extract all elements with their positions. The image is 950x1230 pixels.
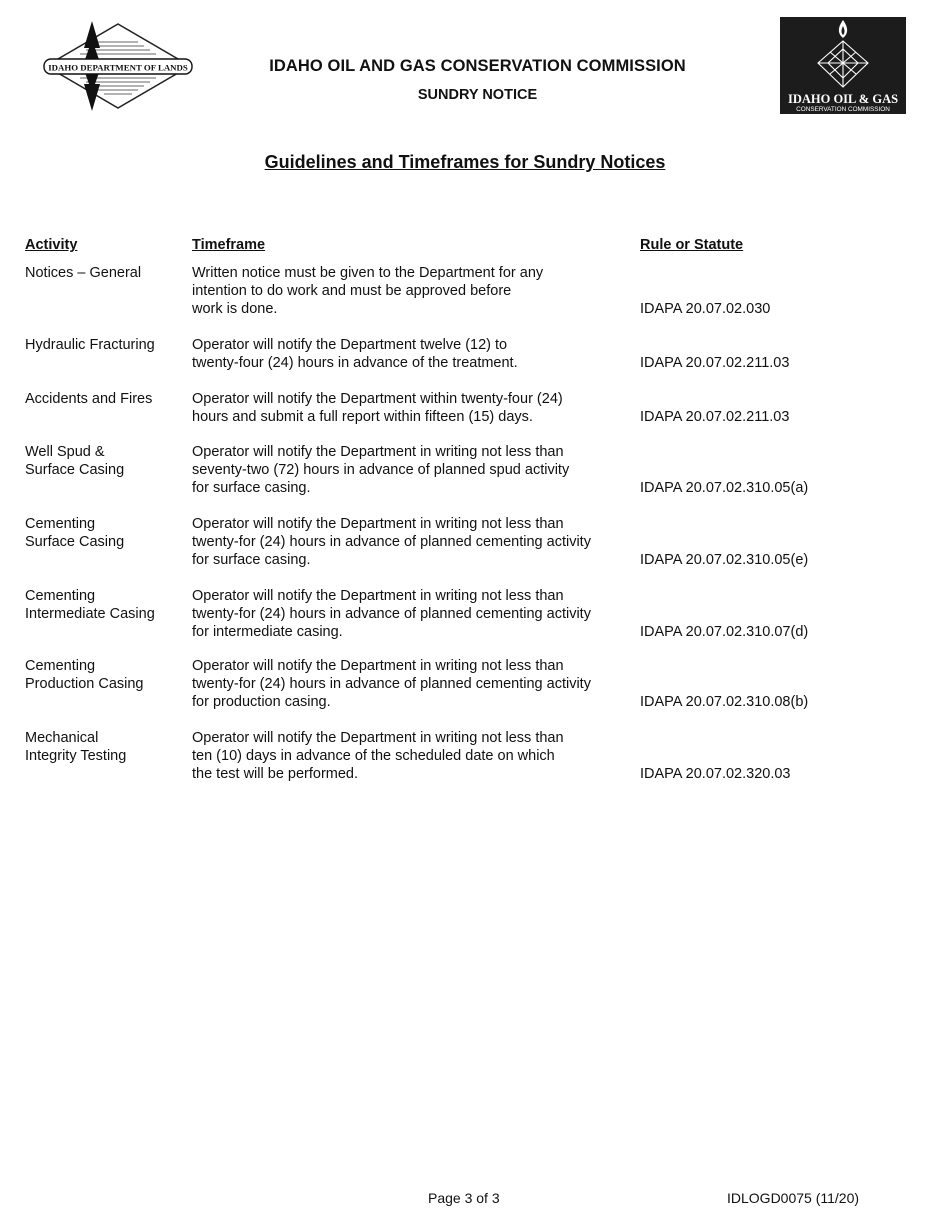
timeframe-line: twenty-four (24) hours in advance of the treatment. [192, 355, 518, 371]
timeframe-line: Operator will notify the Department in writing not less than [192, 658, 564, 674]
activity-cell [25, 390, 185, 408]
timeframe-cell [192, 336, 632, 372]
timeframe-cell [192, 443, 632, 497]
rule-cell: IDAPA 20.07.02.211.03 [640, 355, 790, 371]
timeframe-line: Operator will notify the Department twelve (12) to [192, 337, 508, 353]
activity-cell [25, 657, 185, 693]
right-logo-main-text: IDAHO OIL & GAS [787, 92, 899, 106]
rule-cell: IDAPA 20.07.02.211.03 [640, 409, 790, 425]
page-title: Guidelines and Timeframes for Sundry Notices [264, 152, 666, 172]
timeframe-line: seventy-two (72) hours in advance of planned spud activity [192, 462, 570, 478]
commission-title: IDAHO OIL AND GAS CONSERVATION COMMISSION [269, 57, 686, 75]
rule-cell: IDAPA 20.07.02.310.05(e) [640, 552, 809, 568]
timeframe-line: twenty-for (24) hours in advance of planned cementing activity [192, 676, 591, 692]
idaho-department-of-lands-logo [40, 16, 196, 114]
timeframe-line: Operator will notify the Department in writing not less than [192, 516, 564, 532]
timeframe-cell [192, 515, 632, 569]
timeframe-line: for surface casing. [192, 480, 311, 496]
timeframe-cell [192, 264, 632, 318]
activity-line: Surface Casing [25, 462, 125, 478]
left-logo-text: IDAHO DEPARTMENT OF LANDS [48, 62, 188, 73]
rule-cell: IDAPA 20.07.02.320.03 [640, 766, 791, 782]
timeframe-cell [192, 587, 632, 641]
timeframe-cell [192, 729, 632, 783]
activity-line: Integrity Testing [25, 748, 127, 764]
activity-line: Accidents and Fires [25, 391, 153, 407]
timeframe-line: ten (10) days in advance of the scheduled date on which [192, 748, 555, 764]
activity-line: Hydraulic Fracturing [25, 337, 155, 353]
timeframe-column-header: Timeframe [192, 237, 266, 253]
activity-line: Cementing [25, 588, 96, 604]
timeframe-line: hours and submit a full report within fifteen (15) days. [192, 409, 533, 425]
rule-column-header: Rule or Statute [640, 237, 744, 253]
activity-line: Notices – General [25, 265, 142, 281]
timeframe-line: for surface casing. [192, 552, 311, 568]
timeframe-line: twenty-for (24) hours in advance of planned cementing activity [192, 606, 591, 622]
timeframe-line: work is done. [192, 301, 278, 317]
activity-cell [25, 443, 185, 479]
right-logo-sub-text: CONSERVATION COMMISSION [796, 106, 890, 113]
activity-line: Mechanical [25, 730, 99, 746]
rule-cell: IDAPA 20.07.02.310.07(d) [640, 624, 809, 640]
page-number: Page 3 of 3 [428, 1190, 500, 1206]
activity-cell [25, 515, 185, 551]
activity-line: Cementing [25, 658, 96, 674]
form-id: IDLOGD0075 (11/20) [727, 1190, 860, 1206]
rule-cell: IDAPA 20.07.02.030 [640, 301, 771, 317]
timeframe-line: twenty-for (24) hours in advance of planned cementing activity [192, 534, 591, 550]
timeframe-line: Operator will notify the Department in writing not less than [192, 730, 564, 746]
activity-line: Cementing [25, 516, 96, 532]
activity-line: Surface Casing [25, 534, 125, 550]
activity-line: Intermediate Casing [25, 606, 155, 622]
timeframe-line: Operator will notify the Department in writing not less than [192, 444, 564, 460]
activity-cell [25, 264, 185, 282]
activity-cell [25, 729, 185, 765]
activity-column-header: Activity [25, 237, 78, 253]
timeframe-cell [192, 390, 632, 426]
activity-line: Production Casing [25, 676, 144, 692]
timeframe-cell [192, 657, 632, 711]
timeframe-line: Operator will notify the Department in writing not less than [192, 588, 564, 604]
activity-cell [25, 587, 185, 623]
timeframe-line: for production casing. [192, 694, 331, 710]
activity-line: Well Spud & [25, 444, 105, 460]
timeframe-line: intention to do work and must be approved before [192, 283, 512, 299]
timeframe-line: Written notice must be given to the Department for any [192, 265, 544, 281]
activity-cell [25, 336, 185, 354]
timeframe-line: the test will be performed. [192, 766, 359, 782]
timeframe-line: for intermediate casing. [192, 624, 343, 640]
sundry-notice-subtitle: SUNDRY NOTICE [417, 87, 538, 103]
idaho-oil-gas-commission-logo [780, 17, 906, 114]
rule-cell: IDAPA 20.07.02.310.05(a) [640, 480, 809, 496]
rule-cell: IDAPA 20.07.02.310.08(b) [640, 694, 809, 710]
timeframe-line: Operator will notify the Department within twenty-four (24) [192, 391, 563, 407]
